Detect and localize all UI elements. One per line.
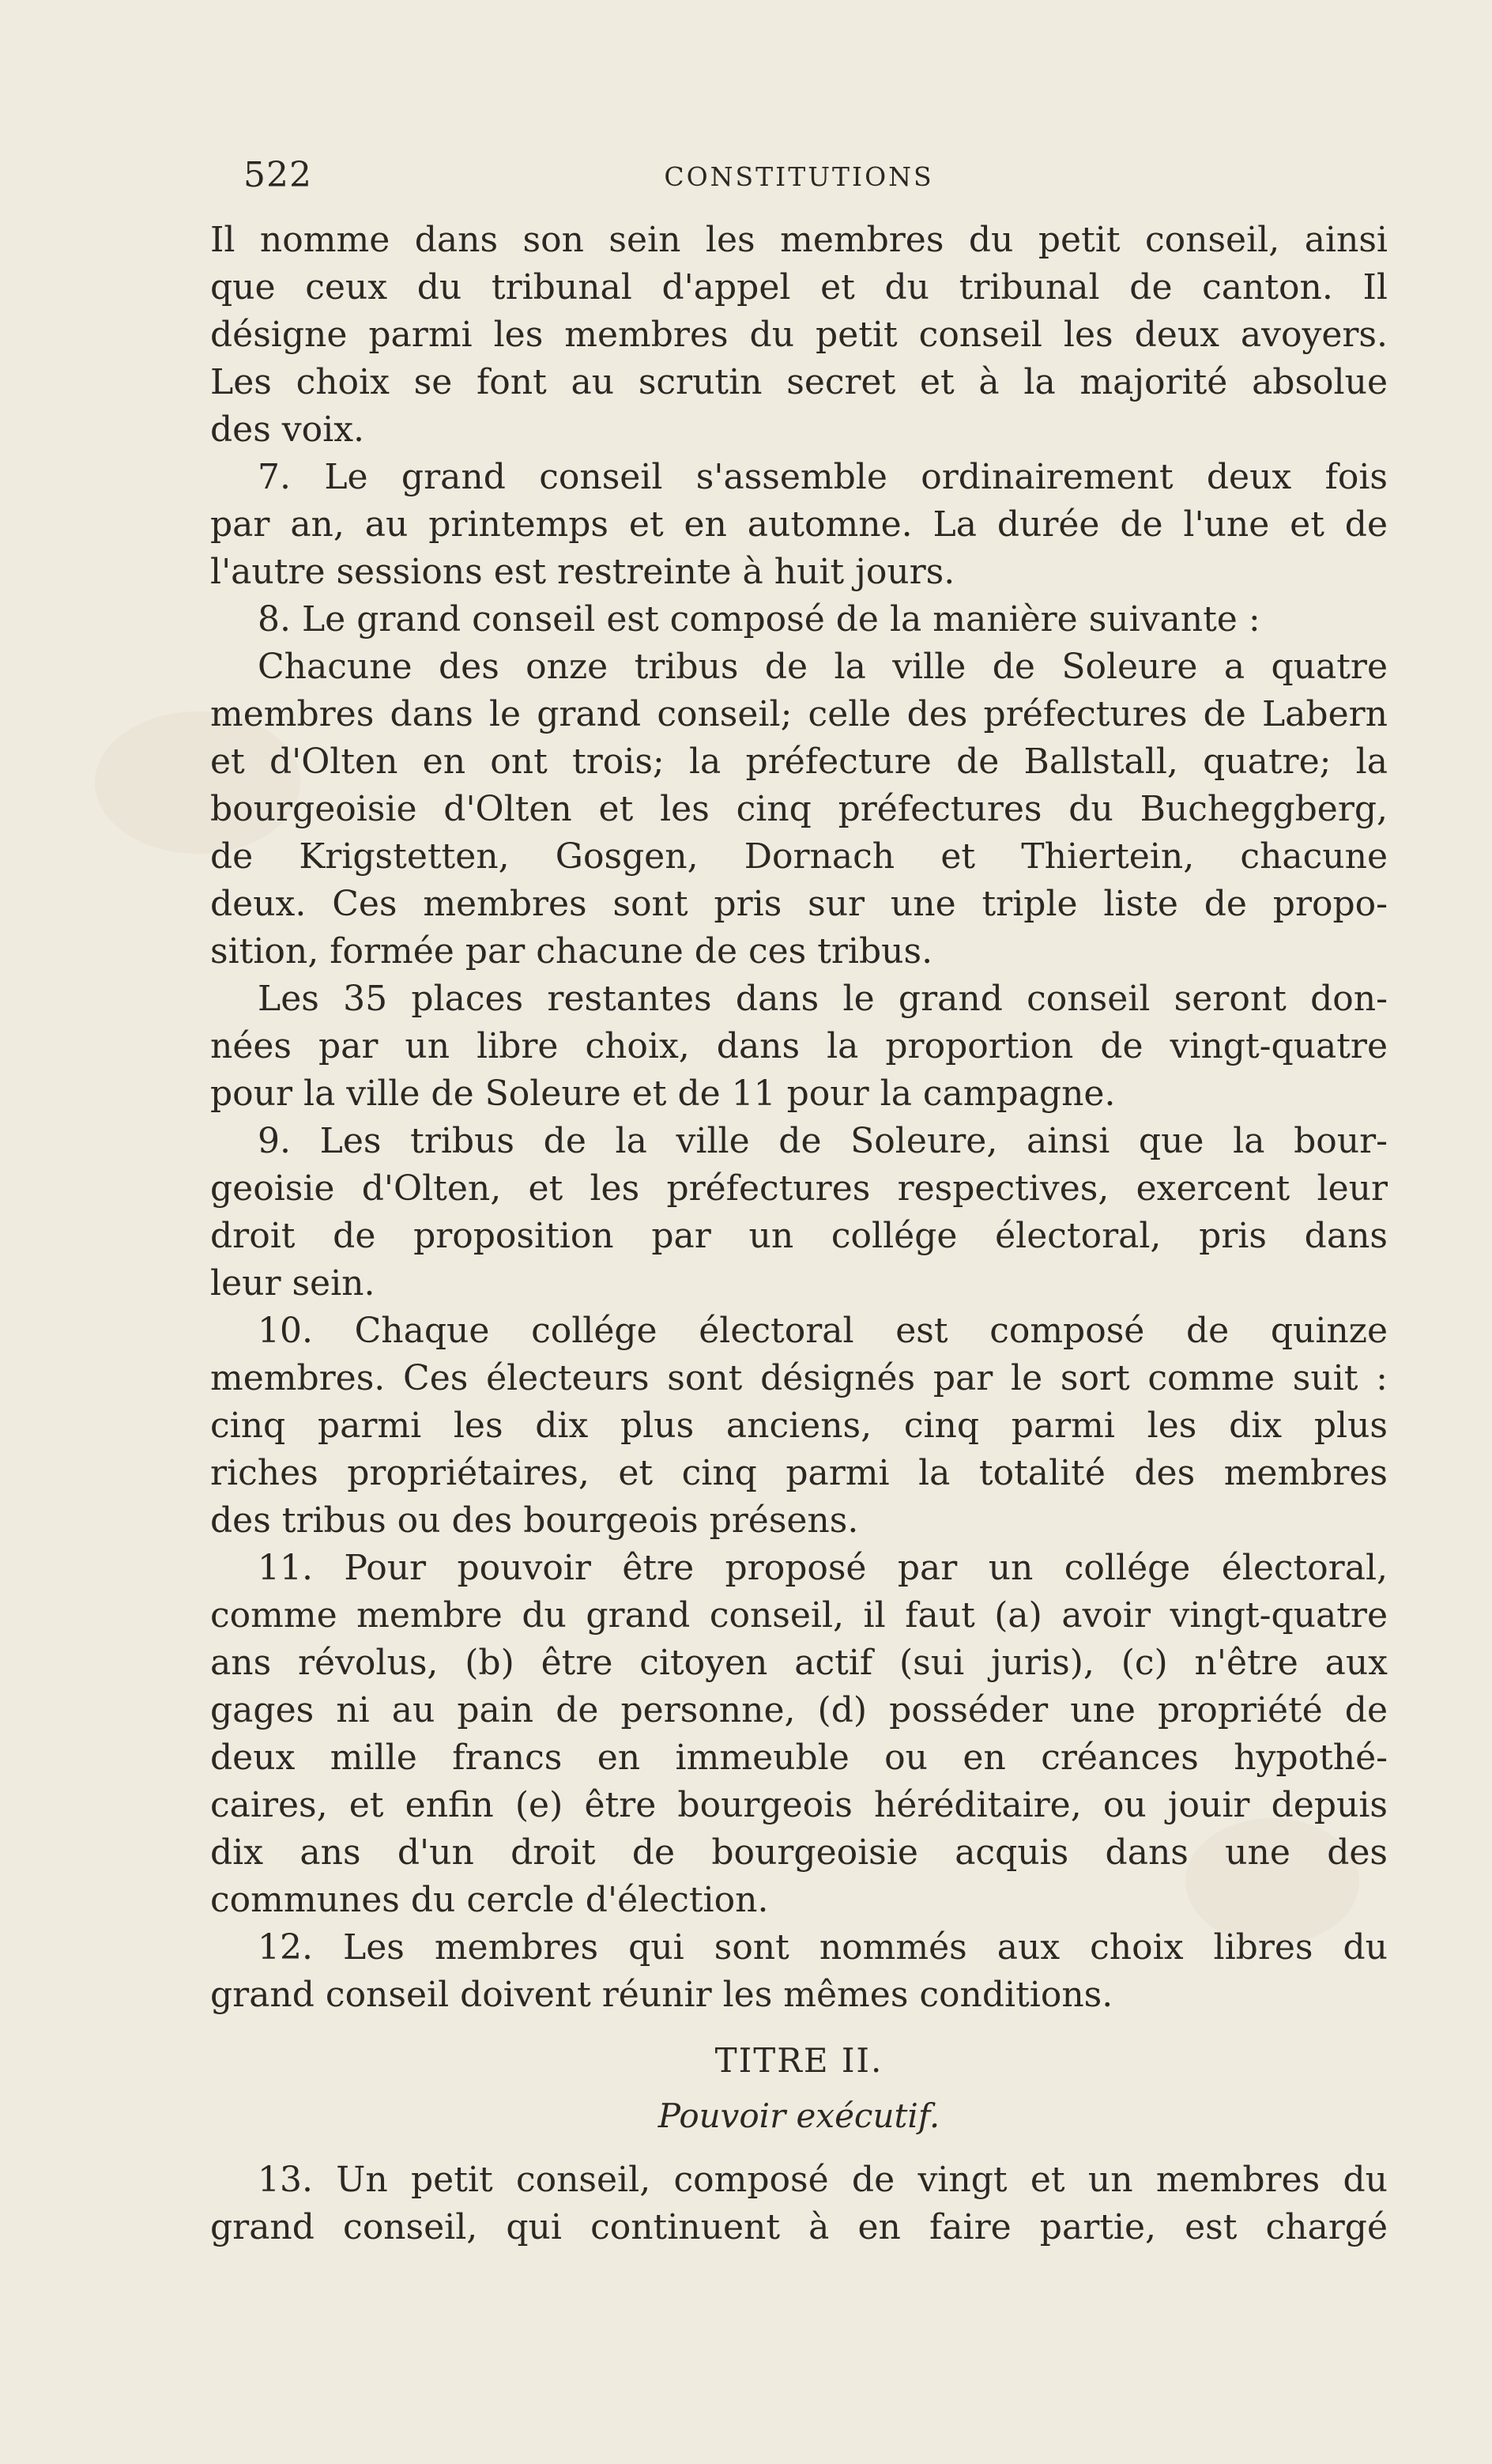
text-line: deux mille francs en immeuble ou en créances hypothé- [210,1738,1388,1778]
text-line: comme membre du grand conseil, il faut (a) avoir vingt-quatre [210,1595,1388,1636]
text-line: grand conseil doivent réunir les mêmes conditions. [210,1975,1113,2015]
text-line: 12. Les membres qui sont nommés aux choix libres du [258,1927,1388,1968]
text-line: grand conseil, qui continuent à en faire partie, est chargé [210,2207,1388,2247]
text-line: cinq parmi les dix plus anciens, cinq parmi les dix plus [210,1406,1388,1446]
running-head [210,150,1388,206]
text-line: nées par un libre choix, dans la proportion de vingt-quatre [210,1026,1388,1066]
text-line: dix ans d'un droit de bourgeoisie acquis dans une des [210,1832,1388,1873]
text-line: par an, au printemps et en automne. La durée de l'une et de [210,504,1388,545]
text-line: des voix. [210,409,364,450]
text-line: Il nomme dans son sein les membres du petit conseil, ainsi [210,220,1388,260]
running-title: CONSTITUTIONS [664,161,934,192]
text-line: 9. Les tribus de la ville de Soleure, ainsi que la bour- [258,1121,1388,1161]
text-line: et d'Olten en ont trois; la préfecture de Ballstall, quatre; la [210,741,1388,782]
text-line: geoisie d'Olten, et les préfectures respectives, exercent leur [210,1168,1388,1209]
text-line: Les 35 places restantes dans le grand conseil seront don- [258,979,1388,1019]
text-line: Les choix se font au scrutin secret et à la majorité absolue [210,362,1388,402]
text-line: sition, formée par chacune de ces tribus. [210,931,933,972]
text-line: l'autre sessions est restreinte à huit jours. [210,552,955,592]
text-line: caires, et enfin (e) être bourgeois héréditaire, ou jouir depuis [210,1785,1388,1825]
text-line: 11. Pour pouvoir être proposé par un collége électoral, [258,1548,1388,1588]
text-line: 10. Chaque collége électoral est composé de quinze [258,1311,1388,1351]
text-line: communes du cercle d'élection. [210,1880,769,1920]
text-line: bourgeoisie d'Olten et les cinq préfectures du Bucheggberg, [210,789,1388,829]
text-line: que ceux du tribunal d'appel et du tribunal de canton. Il [210,267,1388,308]
text-line: gages ni au pain de personne, (d) posséder une propriété de [210,1690,1388,1730]
body-text [210,217,1388,2019]
text-line: leur sein. [210,1263,375,1304]
text-line: 7. Le grand conseil s'assemble ordinairement deux fois [258,457,1388,497]
section-heading: TITRE II. [714,2041,884,2080]
text-line: 8. Le grand conseil est composé de la manière suivante : [258,599,1260,640]
text-line: ans révolus, (b) être citoyen actif (sui juris), (c) n'être aux [210,1643,1388,1683]
text-line: de Krigstetten, Gosgen, Dornach et Thiertein, chacune [210,836,1388,877]
text-line: désigne parmi les membres du petit conseil les deux avoyers. [210,315,1388,355]
text-block [210,150,1388,2251]
text-line: 13. Un petit conseil, composé de vingt et un membres du [258,2160,1388,2200]
text-line: membres dans le grand conseil; celle des préfectures de Labern [210,694,1388,734]
page-number: 522 [243,155,312,195]
section-subheading: Pouvoir exécutif. [657,2096,940,2135]
text-line: deux. Ces membres sont pris sur une triple liste de propo- [210,884,1388,924]
text-line: Chacune des onze tribus de la ville de Soleure a quatre [258,647,1388,687]
text-line: des tribus ou des bourgeois présens. [210,1500,859,1541]
text-line: riches propriétaires, et cinq parmi la totalité des membres [210,1453,1388,1493]
text-line: droit de proposition par un collége électoral, pris dans [210,1216,1388,1256]
text-line: membres. Ces électeurs sont désignés par le sort comme suit : [210,1358,1388,1398]
text-line: pour la ville de Soleure et de 11 pour la campagne. [210,1074,1116,1114]
closing-text [210,2156,1388,2251]
